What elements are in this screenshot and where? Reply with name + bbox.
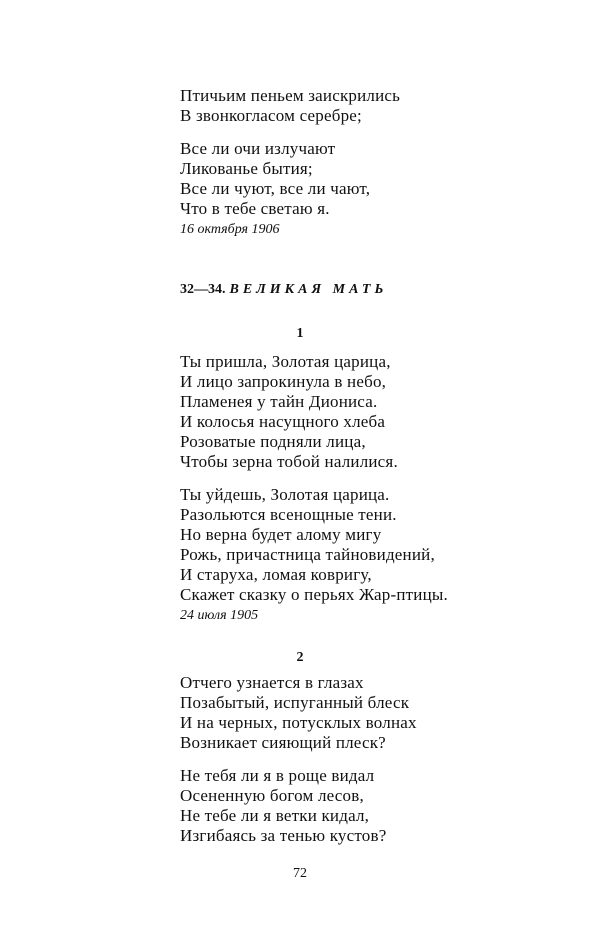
poem-line: Осененную богом лесов,: [180, 786, 364, 805]
poem-line: Ты пришла, Золотая царица,: [180, 352, 391, 371]
poem-line: Скажет сказку о перьях Жар-птицы.: [180, 585, 448, 604]
poem-line: И старуха, ломая ковригу,: [180, 565, 372, 584]
poem-date: 16 октября 1906: [180, 222, 280, 237]
poem-line: И колосья насущного хлеба: [180, 412, 386, 431]
part-number: 1: [296, 326, 304, 341]
poem-line: Рожь, причастница тайновидений,: [180, 545, 435, 564]
poem-line: Возникает сияющий плеск?: [180, 733, 386, 752]
poem-line: Чтобы зерна тобой налилися.: [180, 452, 398, 471]
poem-line: Ты уйдешь, Золотая царица.: [180, 485, 390, 504]
poem-line: Не тебя ли я в роще видал: [180, 766, 375, 785]
poem-line: Разольются всенощные тени.: [180, 505, 397, 524]
part-number: 2: [296, 650, 304, 665]
poem-line: И на черных, потусклых волнах: [180, 713, 417, 732]
poem-line: Розоватые подняли лица,: [180, 432, 366, 451]
poem-line: В звонкогласом серебре;: [180, 106, 362, 125]
poem-date: 24 июля 1905: [180, 608, 259, 623]
poem-line: Ликованье бытия;: [180, 159, 313, 178]
section-number: 32—34.: [180, 282, 226, 297]
poem-line: Но верна будет алому мигу: [180, 525, 382, 544]
poem-line: Изгибаясь за тенью кустов?: [180, 826, 387, 845]
poem-line: Что в тебе светаю я.: [180, 199, 330, 218]
poem-line: Не тебе ли я ветки кидал,: [180, 806, 370, 825]
poem-line: Пламенея у тайн Диониса.: [180, 392, 378, 411]
poem-line: Все ли очи излучают: [180, 139, 336, 158]
poem-line: И лицо запрокинула в небо,: [180, 372, 387, 391]
poem-line: Все ли чуют, все ли чают,: [180, 179, 371, 198]
section-heading: [180, 282, 387, 298]
poem-line: Отчего узнается в глазах: [180, 673, 364, 692]
page-number: 72: [293, 866, 307, 881]
section-title: ВЕЛИКАЯ МАТЬ: [229, 282, 388, 297]
poem-line: Птичьим пеньем заискрились: [180, 86, 401, 105]
poem-line: Позабытый, испуганный блеск: [180, 693, 410, 712]
